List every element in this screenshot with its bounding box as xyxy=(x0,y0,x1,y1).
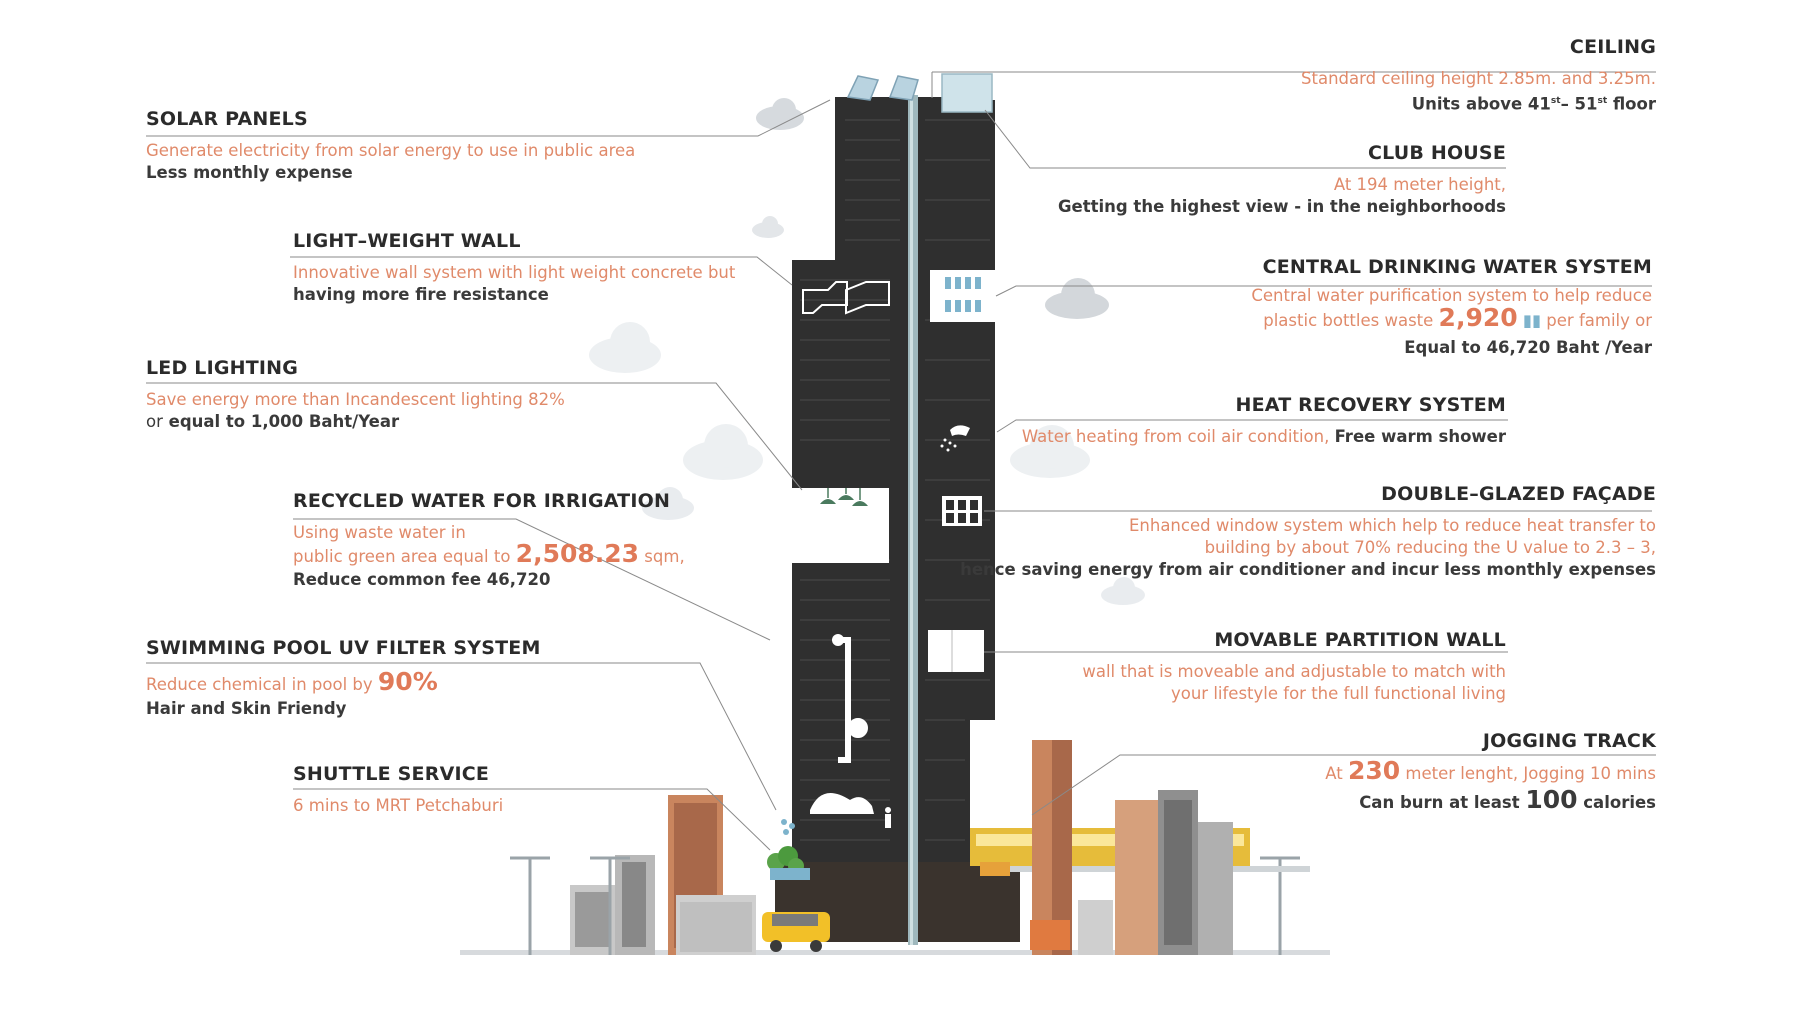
feature-title: HEAT RECOVERY SYSTEM xyxy=(1235,394,1506,416)
feature-solar-panels xyxy=(146,108,635,184)
feature-description: building by about 70% reducing the U value to 2.3 – 3, xyxy=(1204,538,1656,557)
city-left-icon xyxy=(570,795,756,955)
feature-text: or xyxy=(146,412,163,431)
feature-text: Reduce chemical in pool by xyxy=(146,675,373,694)
feature-text: meter lenght, Jogging 10 mins xyxy=(1405,764,1656,783)
feature-stat: 100 xyxy=(1525,785,1578,814)
feature-benefit: Less monthly expense xyxy=(146,163,353,182)
feature-benefit: Equal to 46,720 Baht /Year xyxy=(1404,338,1652,357)
feature-description: 6 mins to MRT Petchaburi xyxy=(293,796,504,815)
feature-title: CLUB HOUSE xyxy=(1367,142,1506,164)
feature-movable-partition xyxy=(1082,629,1506,705)
feature-description: Central water purification system to help reduce xyxy=(1251,286,1652,305)
feature-description: Water heating from coil air condition, xyxy=(1021,427,1330,446)
cloud-icon xyxy=(683,424,763,480)
feature-title: LED LIGHTING xyxy=(146,357,299,379)
feature-heat-recovery xyxy=(1022,394,1506,448)
feature-title: LIGHT–WEIGHT WALL xyxy=(293,230,521,252)
feature-text: – 51 xyxy=(1560,94,1598,114)
feature-drinking-water xyxy=(1251,256,1652,359)
feature-text: floor xyxy=(1607,94,1656,114)
cloud-icon xyxy=(1101,577,1145,605)
feature-shuttle-service xyxy=(293,763,503,817)
feature-sup: st xyxy=(1550,96,1561,106)
feature-title: JOGGING TRACK xyxy=(1482,730,1656,752)
feature-title: DOUBLE–GLAZED FAÇADE xyxy=(1381,483,1656,505)
feature-benefit: Free warm shower xyxy=(1334,427,1506,446)
feature-title: CENTRAL DRINKING WATER SYSTEM xyxy=(1262,256,1652,278)
feature-jogging-track xyxy=(1325,730,1656,816)
feature-text: calories xyxy=(1583,793,1656,812)
person-icon xyxy=(885,807,891,828)
cloud-icon xyxy=(752,216,784,238)
feature-text: per family or xyxy=(1546,311,1652,330)
feature-recycled-water xyxy=(293,490,685,591)
feature-benefit: hence saving energy from air conditioner and incur less monthly expenses xyxy=(960,560,1656,579)
feature-club-house xyxy=(1058,142,1506,218)
led-lamp-icon xyxy=(792,488,889,563)
feature-light-weight-wall xyxy=(293,230,735,306)
feature-description: Generate electricity from solar energy to use in public area xyxy=(146,141,636,160)
feature-text: public green area equal to xyxy=(293,547,511,566)
feature-title: SOLAR PANELS xyxy=(146,108,308,130)
feature-stat: 90% xyxy=(377,667,438,696)
ceiling-icon xyxy=(942,74,992,112)
feature-description: Save energy more than Incandescent lighting 82% xyxy=(146,390,565,409)
feature-text: plastic bottles waste xyxy=(1263,311,1434,330)
feature-title: SWIMMING POOL UV FILTER SYSTEM xyxy=(146,637,541,659)
feature-text: sqm, xyxy=(644,547,685,566)
feature-stat: 2,508.23 xyxy=(515,539,640,568)
feature-title: SHUTTLE SERVICE xyxy=(293,763,490,785)
feature-benefit: Hair and Skin Friendy xyxy=(146,699,347,718)
partition-icon xyxy=(928,630,984,672)
feature-ceiling xyxy=(1301,36,1656,116)
feature-swimming-pool xyxy=(146,637,541,720)
feature-description: Standard ceiling height 2.85m. and 3.25m. xyxy=(1301,69,1656,88)
feature-title: CEILING xyxy=(1569,36,1656,58)
bottle-icon: ▮▮ xyxy=(1522,311,1542,330)
solar-panel-icon xyxy=(848,76,918,100)
feature-sup: st xyxy=(1597,96,1608,106)
feature-description: Enhanced window system which help to reduce heat transfer to xyxy=(1128,516,1656,535)
feature-title: RECYCLED WATER FOR IRRIGATION xyxy=(293,490,671,512)
feature-double-glazed xyxy=(960,483,1656,581)
feature-benefit: equal to 1,000 Baht/Year xyxy=(168,412,400,431)
feature-description: Innovative wall system with light weight concrete but xyxy=(293,263,736,282)
feature-description: your lifestyle for the full functional living xyxy=(1170,684,1506,703)
feature-text: At xyxy=(1325,764,1343,783)
feature-stat: 2,920 xyxy=(1438,303,1518,332)
feature-text: Can burn at least xyxy=(1359,793,1520,812)
feature-benefit: having more fire resistance xyxy=(293,285,549,304)
feature-text: Units above 41 xyxy=(1411,94,1551,114)
feature-title: MOVABLE PARTITION WALL xyxy=(1214,629,1506,651)
feature-description: wall that is moveable and adjustable to match with xyxy=(1082,662,1506,681)
feature-description: Using waste water in xyxy=(293,523,466,542)
city-right-icon xyxy=(970,740,1310,955)
cloud-icon xyxy=(589,322,661,373)
taxi-icon xyxy=(762,912,830,952)
feature-benefit: Reduce common fee 46,720 xyxy=(293,570,551,589)
feature-stat: 230 xyxy=(1347,756,1401,785)
cloud-icon xyxy=(1045,278,1109,319)
feature-benefit: Getting the highest view - in the neighborhoods xyxy=(1057,197,1506,216)
feature-led-lighting xyxy=(146,357,565,433)
water-bottle-icon xyxy=(930,270,996,322)
feature-description: At 194 meter height, xyxy=(1333,175,1506,194)
